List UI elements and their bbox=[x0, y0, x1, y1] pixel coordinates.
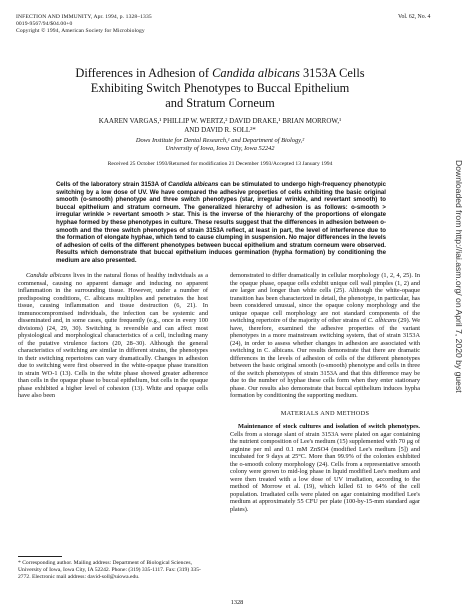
received-dates: Received 25 October 1993/Returned for modification 21 December 1993/Accepted 13 January 1994 bbox=[107, 161, 333, 167]
authors-line-1: KAAREN VARGAS,¹ PHILLIP W. WERTZ,² DAVID DRAKE,¹ BRIAN MORROW,¹ bbox=[98, 117, 342, 125]
affiliation-line-1: Dows Institute for Dental Research,¹ and Department of Biology,² bbox=[135, 137, 305, 144]
download-watermark bbox=[452, 160, 466, 460]
authors-line-2: AND DAVID R. SOLL²* bbox=[184, 126, 256, 134]
download-watermark-text: Downloaded from http://iai.asm.org/ on April 7, 2020 by guest bbox=[454, 160, 464, 393]
intro-continued-paragraph: demonstrated to differ dramatically in cellular morphology (1, 2, 4, 25). In the opaque phase, opaque cells exhibit unique cell wall pimples (1, 2) and are larger and longer than white cells (25). Although the white-opaque transition has been characterized in detail, the phenotype, in particular, has been considered unusual, since the opaque colony morphology and the unique opaque cell morphology are not standard components of the switching repertoire of the majority of other strains of C. albicans (29). We have, therefore, examined the adhesive properties of the variant phenotypes in a more mainstream switching system, that of strain 3153A (24), in order to assess whether changes in adhesion are associated with switching in C. albicans. Our results demonstrate that there are dramatic differences in the levels of adhesion of cells of the different phenotypes between the basic original smooth (o-smooth) phenotype and cells in three of the switch phenotypes of strain 3153A and that this difference may be due to the number of hyphae these cells form when they enter stationary phase. Our results also demonstrate that buccal epithelium induces hypha formation by conditioning the supporting medium. bbox=[230, 272, 420, 399]
journal-header bbox=[16, 14, 216, 35]
title-line-2: Exhibiting Switch Phenotypes to Buccal Epithelium bbox=[90, 81, 350, 95]
journal-copyright: Copyright © 1994, American Society for Microbiology bbox=[16, 28, 145, 34]
title-line-1: Differences in Adhesion of Candida albicans 3153A Cells bbox=[75, 66, 365, 80]
footnote-divider bbox=[18, 556, 62, 557]
journal-issn: 0019-9567/94/$04.00+0 bbox=[16, 21, 73, 27]
body-column-left bbox=[18, 272, 208, 400]
page-number: 1328 bbox=[230, 599, 244, 606]
abstract: Cells of the laboratory strain 3153A of Candida albicans can be stimulated to undergo high-frequency phenotypic switching by a low dose of UV. We have compared the adhesive properties of cells exhibiting the basic original smooth (o-smooth) phenotype and three switch phenotypes (star, irregular wrinkle, and revertant smooth) to buccal epithelium and stratum corneum. The generalized hierarchy of adhesion is as follows: o-smooth > irregular wrinkle > revertant smooth > star. This is the inverse of the hierarchy of the proportions of elongate hyphae formed by these phenotypes in culture. These results suggest that the differences in adhesion between o-smooth and the three switch phenotypes of strain 3153A reflect, at least in part, the level of interference due to the formation of elongate hyphae, which tend to cause clumping in suspension. No major differences in the levels of adhesion of cells of the different phenotypes between buccal epithelium and stratum corneum were observed. Results which demonstrate that buccal epithelium induces germination (hypha formation) by conditioning the medium are also presented. bbox=[56, 181, 386, 264]
body-column-right bbox=[230, 272, 420, 513]
journal-citation: INFECTION AND IMMUNITY, Apr. 1994, p. 1328–1335 bbox=[16, 14, 152, 20]
methods-subheading: Maintenance of stock cultures and isolation of switch phenotypes. bbox=[238, 423, 420, 430]
intro-paragraph: Candida albicans lives in the natural floras of healthy individuals as a commensal, causing no apparent damage and inducing no apparent inflammation in the surrounding tissue. However, under a number of predisposing conditions, C. albicans multiplies and penetrates the host tissue, causing inflammation and tissue destruction (6, 21). In immunocompromised individuals, the infection can be systemic and disseminated and, in some cases, quite frequently (e.g., once in every 100 divisions) (24, 29, 30). Switching is reversible and can affect most physiological and morphological characteristics of a cell, including many of the putative virulence factors (20, 28–30). Although the general characteristics of switching are similar in different strains, the phenotypes in their switching repertoires can vary dramatically. Changes in adhesion due to switching were first observed in the white-opaque phase transition in strain WO-1 (13). Cells in the white phase showed greater adherence than cells in the opaque phase to buccal epithelium, but cells in the opaque phase exhibited a higher level of cohesion (13). White and opaque cells have also been bbox=[18, 272, 208, 399]
title-line-3: and Stratum Corneum bbox=[165, 96, 275, 110]
volume-issue: Vol. 62, No. 4 bbox=[398, 14, 431, 20]
affiliation bbox=[60, 137, 380, 153]
article-title bbox=[60, 66, 380, 111]
author-list bbox=[40, 117, 400, 135]
methods-paragraph: Maintenance of stock cultures and isolation of switch phenotypes. Cells from a storage slant of strain 3153A were plated on agar containing the nutrient composition of Lee's medium (15) supplemented with 70 μg of arginine per ml and 0.1 mM ZnSO4 (modified Lee's medium [5]) and incubated for 9 days at 25°C. More than 99.9% of the colonies exhibited the o-smooth colony morphology (24). Cells from a representative smooth colony were grown to mid-log phase in liquid modified Lee's medium and were then treated with a low dose of UV irradiation, according to the method of Morrow et al. (19), which killed 61 to 64% of the cell population. Irradiated cells were plated on agar containing modified Lee's medium at approximately 55 CFU per plate (100-by-15-mm standard agar plates). bbox=[230, 423, 420, 513]
section-heading: MATERIALS AND METHODS bbox=[280, 409, 370, 417]
affiliation-line-2: University of Iowa, Iowa City, Iowa 52242 bbox=[165, 145, 275, 152]
corresponding-author-footnote: * Corresponding author. Mailing address: Department of Biological Sciences, University of Iowa, Iowa City, IA 52242. Phone: (319) 335-1117. Fax: (319) 335-2772. Electronic mail address: david-soll@uiowa.edu. bbox=[18, 560, 201, 580]
